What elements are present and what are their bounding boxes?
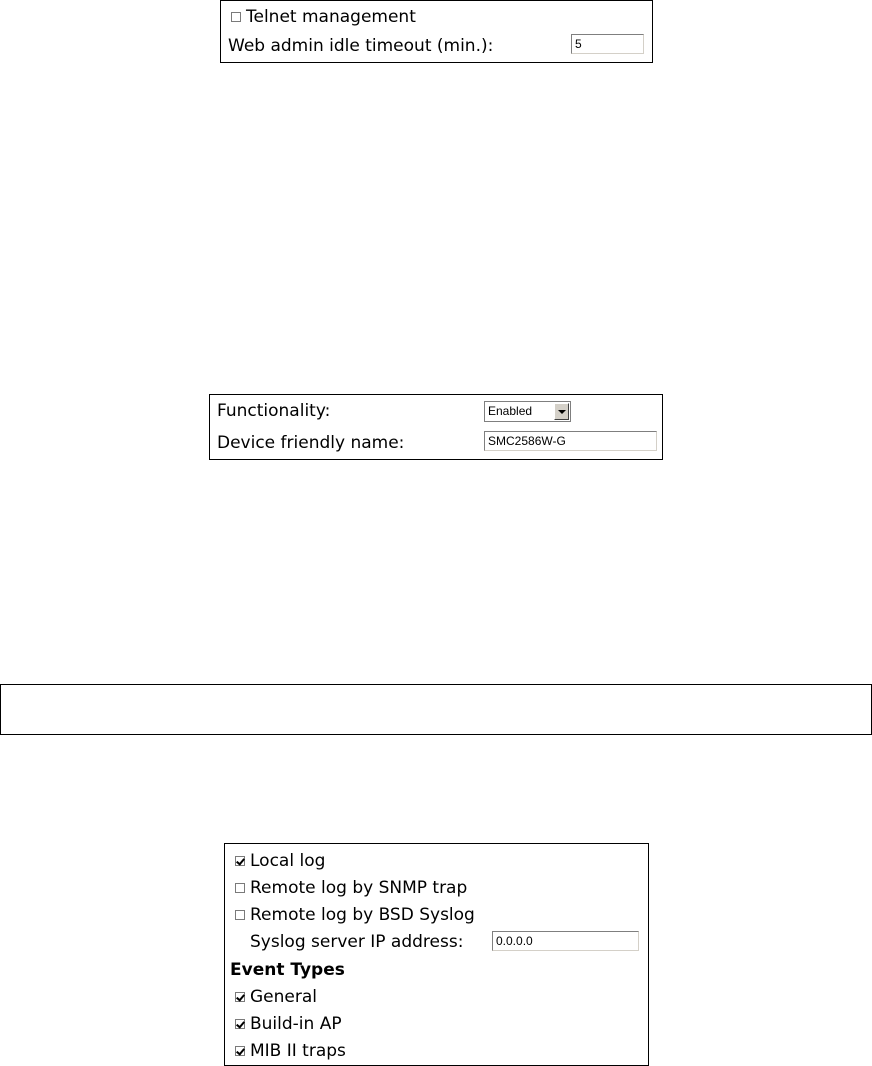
bsd-syslog-checkbox[interactable]	[235, 910, 245, 920]
empty-box	[0, 684, 872, 735]
snmp-trap-label: Remote log by SNMP trap	[250, 877, 468, 898]
friendly-name-label: Device friendly name:	[217, 432, 405, 453]
functionality-label: Functionality:	[217, 400, 331, 421]
event-types-heading: Event Types	[230, 959, 345, 980]
telnet-checkbox[interactable]	[231, 12, 241, 22]
bsd-syslog-label: Remote log by BSD Syslog	[250, 904, 475, 925]
functionality-row	[217, 398, 662, 423]
snmp-trap-checkbox[interactable]	[235, 883, 245, 893]
general-checkbox[interactable]	[235, 992, 245, 1002]
mib-traps-label: MIB II traps	[250, 1040, 346, 1061]
local-log-checkbox[interactable]	[235, 856, 245, 866]
buildin-ap-row	[235, 1011, 648, 1036]
general-row	[235, 984, 648, 1009]
management-panel	[220, 0, 653, 63]
functionality-value: Enabled	[488, 404, 533, 418]
syslog-ip-input[interactable]: 0.0.0.0	[492, 931, 639, 951]
local-log-row	[235, 848, 648, 873]
log-panel	[224, 843, 649, 1066]
local-log-label: Local log	[250, 850, 326, 871]
snmp-trap-row	[235, 875, 648, 900]
telnet-label: Telnet management	[246, 6, 416, 27]
buildin-ap-label: Build-in AP	[250, 1013, 342, 1034]
event-types-row	[230, 957, 648, 982]
mib-traps-row	[235, 1038, 648, 1063]
functionality-select[interactable]	[484, 401, 571, 422]
syslog-ip-label: Syslog server IP address:	[250, 931, 464, 952]
idle-timeout-input[interactable]: 5	[571, 34, 644, 54]
bsd-syslog-row	[235, 902, 648, 927]
buildin-ap-checkbox[interactable]	[235, 1019, 245, 1029]
mib-traps-checkbox[interactable]	[235, 1046, 245, 1056]
chevron-down-icon[interactable]	[554, 403, 569, 420]
telnet-row	[231, 4, 652, 29]
friendly-name-input[interactable]: SMC2586W-G	[484, 431, 657, 451]
idle-timeout-label: Web admin idle timeout (min.):	[228, 35, 494, 56]
upnp-panel	[209, 394, 663, 460]
general-label: General	[250, 986, 317, 1007]
